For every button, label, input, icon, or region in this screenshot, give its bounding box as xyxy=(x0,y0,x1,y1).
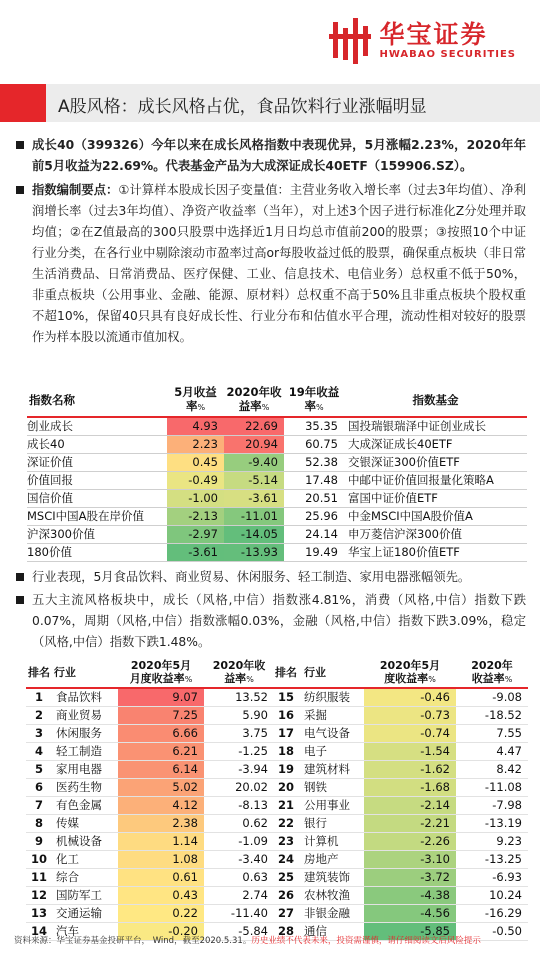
header-name: 指数名称 xyxy=(27,383,167,417)
industry-name-cell: 采掘 xyxy=(300,707,364,725)
rank-cell: 4 xyxy=(26,743,52,761)
m5-return-cell: -2.26 xyxy=(364,833,456,851)
fund-name-cell: 中金MSCI中国A股价值A xyxy=(344,508,527,526)
rank-cell: 10 xyxy=(26,851,52,869)
ytd-return-cell: -11.01 xyxy=(224,508,284,526)
m5-return-cell: 0.43 xyxy=(118,887,204,905)
header-rank: 排名 xyxy=(272,658,300,688)
m5-return-cell: 0.22 xyxy=(118,905,204,923)
ytd-return-cell: -8.13 xyxy=(204,797,274,815)
table-row xyxy=(26,688,274,707)
header-ytd: 2020年收 益率% xyxy=(224,383,284,417)
industry-name-cell: 通信 xyxy=(300,923,364,941)
table-row xyxy=(272,707,528,725)
bullet-square-icon xyxy=(16,141,24,149)
m5-return-cell: -3.61 xyxy=(167,544,224,562)
ytd-return-cell: -1.09 xyxy=(204,833,274,851)
table-row xyxy=(272,743,528,761)
table-row xyxy=(26,905,274,923)
y2019-return-cell: 35.35 xyxy=(284,417,344,436)
ytd-return-cell: -9.40 xyxy=(224,454,284,472)
ytd-return-cell: -11.40 xyxy=(204,905,274,923)
rank-cell: 16 xyxy=(272,707,300,725)
table-row xyxy=(26,851,274,869)
ytd-return-cell: 2.74 xyxy=(204,887,274,905)
m5-return-cell: -1.62 xyxy=(364,761,456,779)
industry-name-cell: 房地产 xyxy=(300,851,364,869)
index-name-cell: 创业成长 xyxy=(27,417,167,436)
bullet-text: 成长40（399326）今年以来在成长风格指数中表现优异，5月涨幅2.23%，2020年年前5月收益为22.69%。代表基金产品为大成深证成长40ETF（159906.SZ）。 xyxy=(32,138,526,173)
ytd-return-cell: -1.25 xyxy=(204,743,274,761)
rank-cell: 3 xyxy=(26,725,52,743)
index-name-cell: 沪深300价值 xyxy=(27,526,167,544)
bullet-industry xyxy=(16,567,526,588)
rank-cell: 1 xyxy=(26,688,52,707)
rank-cell: 17 xyxy=(272,725,300,743)
table-row xyxy=(26,725,274,743)
rank-cell: 25 xyxy=(272,869,300,887)
rank-cell: 6 xyxy=(26,779,52,797)
m5-return-cell: -2.13 xyxy=(167,508,224,526)
bullet-square-icon xyxy=(16,186,24,194)
industry-name-cell: 建筑材料 xyxy=(300,761,364,779)
ytd-return-cell: 13.52 xyxy=(204,688,274,707)
industry-name-cell: 传媒 xyxy=(52,815,118,833)
rank-cell: 9 xyxy=(26,833,52,851)
rank-cell: 22 xyxy=(272,815,300,833)
table-header-row xyxy=(272,658,528,688)
ytd-return-cell: 0.63 xyxy=(204,869,274,887)
table-row xyxy=(272,851,528,869)
table-row xyxy=(26,797,274,815)
ytd-return-cell: -13.19 xyxy=(456,815,528,833)
m5-return-cell: 5.02 xyxy=(118,779,204,797)
fund-name-cell: 申万菱信沪深300价值 xyxy=(344,526,527,544)
rank-cell: 20 xyxy=(272,779,300,797)
table-header-row xyxy=(26,658,274,688)
ytd-return-cell: -16.29 xyxy=(456,905,528,923)
industry-name-cell: 电气设备 xyxy=(300,725,364,743)
logo-mark-icon xyxy=(327,18,373,64)
m5-return-cell: -3.72 xyxy=(364,869,456,887)
m5-return-cell: 6.21 xyxy=(118,743,204,761)
y2019-return-cell: 20.51 xyxy=(284,490,344,508)
table-row xyxy=(27,454,527,472)
industry-name-cell: 公用事业 xyxy=(300,797,364,815)
bullet-growth40 xyxy=(16,135,526,177)
rank-cell: 18 xyxy=(272,743,300,761)
m5-return-cell: -2.21 xyxy=(364,815,456,833)
rank-cell: 15 xyxy=(272,688,300,707)
rank-cell: 13 xyxy=(26,905,52,923)
table-row xyxy=(272,688,528,707)
header-ytd: 2020年 收益率% xyxy=(456,658,528,688)
industry-name-cell: 纺织服装 xyxy=(300,688,364,707)
ytd-return-cell: 4.47 xyxy=(456,743,528,761)
m5-return-cell: 1.14 xyxy=(118,833,204,851)
index-name-cell: MSCI中国A股在岸价值 xyxy=(27,508,167,526)
table-row xyxy=(272,833,528,851)
industry-name-cell: 有色金属 xyxy=(52,797,118,815)
industry-name-cell: 化工 xyxy=(52,851,118,869)
header-fund: 指数基金 xyxy=(344,383,527,417)
ytd-return-cell: -7.98 xyxy=(456,797,528,815)
industry-name-cell: 电子 xyxy=(300,743,364,761)
industry-name-cell: 食品饮料 xyxy=(52,688,118,707)
m5-return-cell: 2.23 xyxy=(167,436,224,454)
m5-return-cell: -4.38 xyxy=(364,887,456,905)
index-name-cell: 国信价值 xyxy=(27,490,167,508)
m5-return-cell: -3.10 xyxy=(364,851,456,869)
style-index-table xyxy=(27,383,527,562)
m5-return-cell: -0.73 xyxy=(364,707,456,725)
table-row xyxy=(272,887,528,905)
ytd-return-cell: 9.23 xyxy=(456,833,528,851)
ytd-return-cell: -3.94 xyxy=(204,761,274,779)
fund-name-cell: 大成深证成长40ETF xyxy=(344,436,527,454)
table-row xyxy=(26,743,274,761)
rank-cell: 21 xyxy=(272,797,300,815)
rank-cell: 14 xyxy=(26,923,52,941)
table-row xyxy=(27,472,527,490)
m5-return-cell: -1.00 xyxy=(167,490,224,508)
industry-table-right xyxy=(272,658,528,941)
m5-return-cell: 6.14 xyxy=(118,761,204,779)
y2019-return-cell: 17.48 xyxy=(284,472,344,490)
rank-cell: 7 xyxy=(26,797,52,815)
fund-name-cell: 富国中证价值ETF xyxy=(344,490,527,508)
industry-name-cell: 机械设备 xyxy=(52,833,118,851)
table-row xyxy=(27,490,527,508)
header-2019: 19年收益 率% xyxy=(284,383,344,417)
table-row xyxy=(26,707,274,725)
m5-return-cell: -1.68 xyxy=(364,779,456,797)
rank-cell: 12 xyxy=(26,887,52,905)
rank-cell: 27 xyxy=(272,905,300,923)
ytd-return-cell: -9.08 xyxy=(456,688,528,707)
industry-name-cell: 轻工制造 xyxy=(52,743,118,761)
table-row xyxy=(272,779,528,797)
m5-return-cell: -2.97 xyxy=(167,526,224,544)
index-name-cell: 深证价值 xyxy=(27,454,167,472)
brand-logo xyxy=(327,18,516,64)
rank-cell: 8 xyxy=(26,815,52,833)
rank-cell: 5 xyxy=(26,761,52,779)
industry-name-cell: 家用电器 xyxy=(52,761,118,779)
header-m5: 5月收益 率% xyxy=(167,383,224,417)
footer xyxy=(14,934,481,946)
m5-return-cell: 0.45 xyxy=(167,454,224,472)
ytd-return-cell: -13.25 xyxy=(456,851,528,869)
ytd-return-cell: -11.08 xyxy=(456,779,528,797)
industry-name-cell: 商业贸易 xyxy=(52,707,118,725)
ytd-return-cell: 7.55 xyxy=(456,725,528,743)
m5-return-cell: -0.20 xyxy=(118,923,204,941)
industry-name-cell: 非银金融 xyxy=(300,905,364,923)
y2019-return-cell: 25.96 xyxy=(284,508,344,526)
header-m5: 2020年5月 月度收益率% xyxy=(118,658,204,688)
m5-return-cell: 0.61 xyxy=(118,869,204,887)
industry-name-cell: 休闲服务 xyxy=(52,725,118,743)
ytd-return-cell: 8.42 xyxy=(456,761,528,779)
m5-return-cell: -0.74 xyxy=(364,725,456,743)
industry-name-cell: 农林牧渔 xyxy=(300,887,364,905)
m5-return-cell: 4.12 xyxy=(118,797,204,815)
industry-name-cell: 建筑装饰 xyxy=(300,869,364,887)
bullet-square-icon xyxy=(16,596,24,604)
industry-name-cell: 汽车 xyxy=(52,923,118,941)
fund-name-cell: 国投瑞银瑞泽中证创业成长 xyxy=(344,417,527,436)
fund-name-cell: 交银深证300价值ETF xyxy=(344,454,527,472)
header-industry: 行业 xyxy=(300,658,364,688)
industry-table-left xyxy=(26,658,274,941)
table-row xyxy=(26,815,274,833)
m5-return-cell: 4.93 xyxy=(167,417,224,436)
table-row xyxy=(272,797,528,815)
m5-return-cell: -2.14 xyxy=(364,797,456,815)
bullet-text: 行业表现，5月食品饮料、商业贸易、休闲服务、轻工制造、家用电器涨幅领先。 xyxy=(32,570,471,584)
table-row xyxy=(272,905,528,923)
rank-cell: 2 xyxy=(26,707,52,725)
m5-return-cell: -5.85 xyxy=(364,923,456,941)
y2019-return-cell: 60.75 xyxy=(284,436,344,454)
m5-return-cell: -0.49 xyxy=(167,472,224,490)
m5-return-cell: -1.54 xyxy=(364,743,456,761)
bullet-text: 五大主流风格板块中，成长（风格,中信）指数涨4.81%，消费（风格,中信）指数下跌0.07%，周期（风格,中信）指数涨幅0.03%，金融（风格,中信）指数下跌3.09%，稳定（风格,中信）指数下跌1.48%。 xyxy=(32,593,526,649)
table-row xyxy=(26,869,274,887)
rank-cell: 24 xyxy=(272,851,300,869)
ytd-return-cell: 22.69 xyxy=(224,417,284,436)
table-row xyxy=(27,508,527,526)
ytd-return-cell: -5.84 xyxy=(204,923,274,941)
table-row xyxy=(27,544,527,562)
footer-warning: 历史业绩不代表未来，投资需谨慎，请仔细阅读文后风险提示 xyxy=(251,936,481,946)
m5-return-cell: 2.38 xyxy=(118,815,204,833)
bullet-index-rules xyxy=(16,180,526,348)
industry-name-cell: 医药生物 xyxy=(52,779,118,797)
table-row xyxy=(272,869,528,887)
ytd-return-cell: -3.40 xyxy=(204,851,274,869)
ytd-return-cell: -6.93 xyxy=(456,869,528,887)
bullet-text: ①计算样本股成长因子变量值：主营业务收入增长率（过去3年均值）、净利润增长率（过去3年均值）、净资产收益率（当年），对上述3个因子进行标准化Z分处理并取均值；②在Z值最高的300只股票中选择近1月日均总市值前200的股票；③按照10个中证行业分类，在各行业中剔除滚动市盈率过高or每股收益过低的股票，确保重点板块（非日常生活消费品、日常消费品、医疗保健、工业、信息技术、电信业务）总权重不低于50%，非重点板块（公用事业、金融、能源、原材料）总权重不高于50%且非重点板块个股权重不超10%，保留40只具有良好成长性、行业分布和估值水平合理，流动性相对较好的股票作为样本股以流通市值加权。 xyxy=(32,183,526,344)
rank-cell: 23 xyxy=(272,833,300,851)
rank-cell: 19 xyxy=(272,761,300,779)
ytd-return-cell: -0.50 xyxy=(456,923,528,941)
ytd-return-cell: -18.52 xyxy=(456,707,528,725)
index-name-cell: 价值回报 xyxy=(27,472,167,490)
ytd-return-cell: 0.62 xyxy=(204,815,274,833)
page-title: A股风格：成长风格占优，食品饮料行业涨幅明显 xyxy=(58,97,427,117)
industry-name-cell: 钢铁 xyxy=(300,779,364,797)
m5-return-cell: 9.07 xyxy=(118,688,204,707)
ytd-return-cell: -13.93 xyxy=(224,544,284,562)
ytd-return-cell: 10.24 xyxy=(456,887,528,905)
industry-name-cell: 交通运输 xyxy=(52,905,118,923)
index-name-cell: 180价值 xyxy=(27,544,167,562)
table-row xyxy=(272,815,528,833)
table-row xyxy=(26,833,274,851)
rank-cell: 28 xyxy=(272,923,300,941)
ytd-return-cell: 3.75 xyxy=(204,725,274,743)
index-name-cell: 成长40 xyxy=(27,436,167,454)
table-row xyxy=(272,761,528,779)
table-row xyxy=(26,761,274,779)
title-accent xyxy=(0,84,46,122)
y2019-return-cell: 19.49 xyxy=(284,544,344,562)
bullet-square-icon xyxy=(16,573,24,581)
industry-name-cell: 计算机 xyxy=(300,833,364,851)
header-rank-industry: 排名 行业 xyxy=(26,658,118,688)
industry-name-cell: 国防军工 xyxy=(52,887,118,905)
table-row xyxy=(27,417,527,436)
m5-return-cell: -4.56 xyxy=(364,905,456,923)
table-row xyxy=(26,779,274,797)
industry-name-cell: 综合 xyxy=(52,869,118,887)
header-ytd: 2020年收 益率% xyxy=(204,658,274,688)
table-row xyxy=(27,436,527,454)
ytd-return-cell: -14.05 xyxy=(224,526,284,544)
bullet-styles xyxy=(16,590,526,653)
y2019-return-cell: 52.38 xyxy=(284,454,344,472)
m5-return-cell: 1.08 xyxy=(118,851,204,869)
rank-cell: 11 xyxy=(26,869,52,887)
fund-name-cell: 中邮中证价值回报量化策略A xyxy=(344,472,527,490)
bullet-lead: 指数编制要点： xyxy=(32,183,119,197)
m5-return-cell: -0.46 xyxy=(364,688,456,707)
footer-source: 资料来源：华宝证券基金投研平台， Wind，截至2020.5.31。 xyxy=(14,936,252,946)
table-header-row xyxy=(27,383,527,417)
m5-return-cell: 6.66 xyxy=(118,725,204,743)
ytd-return-cell: -3.61 xyxy=(224,490,284,508)
fund-name-cell: 华宝上证180价值ETF xyxy=(344,544,527,562)
m5-return-cell: 7.25 xyxy=(118,707,204,725)
y2019-return-cell: 24.14 xyxy=(284,526,344,544)
industry-name-cell: 银行 xyxy=(300,815,364,833)
ytd-return-cell: -5.14 xyxy=(224,472,284,490)
brand-name-en: HWABAO SECURITIES xyxy=(379,49,516,60)
title-bar xyxy=(0,84,540,122)
header-m5: 2020年5月 度收益率% xyxy=(364,658,456,688)
table-row xyxy=(27,526,527,544)
brand-name-cn: 华宝证券 xyxy=(379,20,488,49)
ytd-return-cell: 20.94 xyxy=(224,436,284,454)
table-row xyxy=(26,887,274,905)
table-row xyxy=(272,725,528,743)
ytd-return-cell: 20.02 xyxy=(204,779,274,797)
ytd-return-cell: 5.90 xyxy=(204,707,274,725)
rank-cell: 26 xyxy=(272,887,300,905)
